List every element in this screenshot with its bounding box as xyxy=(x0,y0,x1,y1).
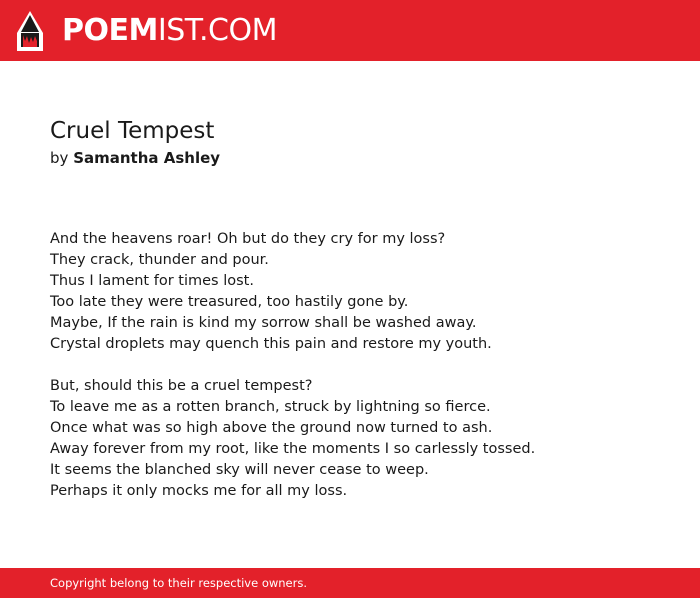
poem-title: Cruel Tempest xyxy=(50,118,215,144)
poem-line: Maybe, If the rain is kind my sorrow shall be washed away. xyxy=(50,315,477,331)
poem-line: Away forever from my root, like the moments I so carlessly tossed. xyxy=(50,441,536,457)
poem-line: But, should this be a cruel tempest? xyxy=(50,378,313,394)
poem-line: Too late they were treasured, too hastily gone by. xyxy=(50,294,409,310)
brand-bold: POEM xyxy=(62,13,158,48)
poem-line: Perhaps it only mocks me for all my loss. xyxy=(50,483,348,499)
poem-stanza xyxy=(50,229,670,355)
poem-author: Samantha Ashley xyxy=(73,149,221,167)
by-label: by xyxy=(50,149,69,167)
poem-line: And the heavens roar! Oh but do they cry for my loss? xyxy=(50,231,446,247)
poem-content xyxy=(50,116,670,502)
pencil-tip-icon[interactable] xyxy=(17,11,43,51)
poem-line: Thus I lament for times lost. xyxy=(50,273,254,289)
site-footer xyxy=(0,568,700,598)
copyright-notice: Copyright belong to their respective owners. xyxy=(50,576,308,590)
poem-line: To leave me as a rotten branch, struck by lightning so fierce. xyxy=(50,399,491,415)
poem-stanza xyxy=(50,376,670,502)
site-header xyxy=(0,0,700,61)
brand-light: IST.COM xyxy=(157,13,277,48)
poem-byline xyxy=(50,148,670,168)
poem-line: Once what was so high above the ground now turned to ash. xyxy=(50,420,493,436)
poem-line: They crack, thunder and pour. xyxy=(50,252,269,268)
site-logo-link[interactable] xyxy=(62,13,277,49)
poem-line: Crystal droplets may quench this pain and restore my youth. xyxy=(50,336,492,352)
poem-line: It seems the blanched sky will never cease to weep. xyxy=(50,462,429,478)
